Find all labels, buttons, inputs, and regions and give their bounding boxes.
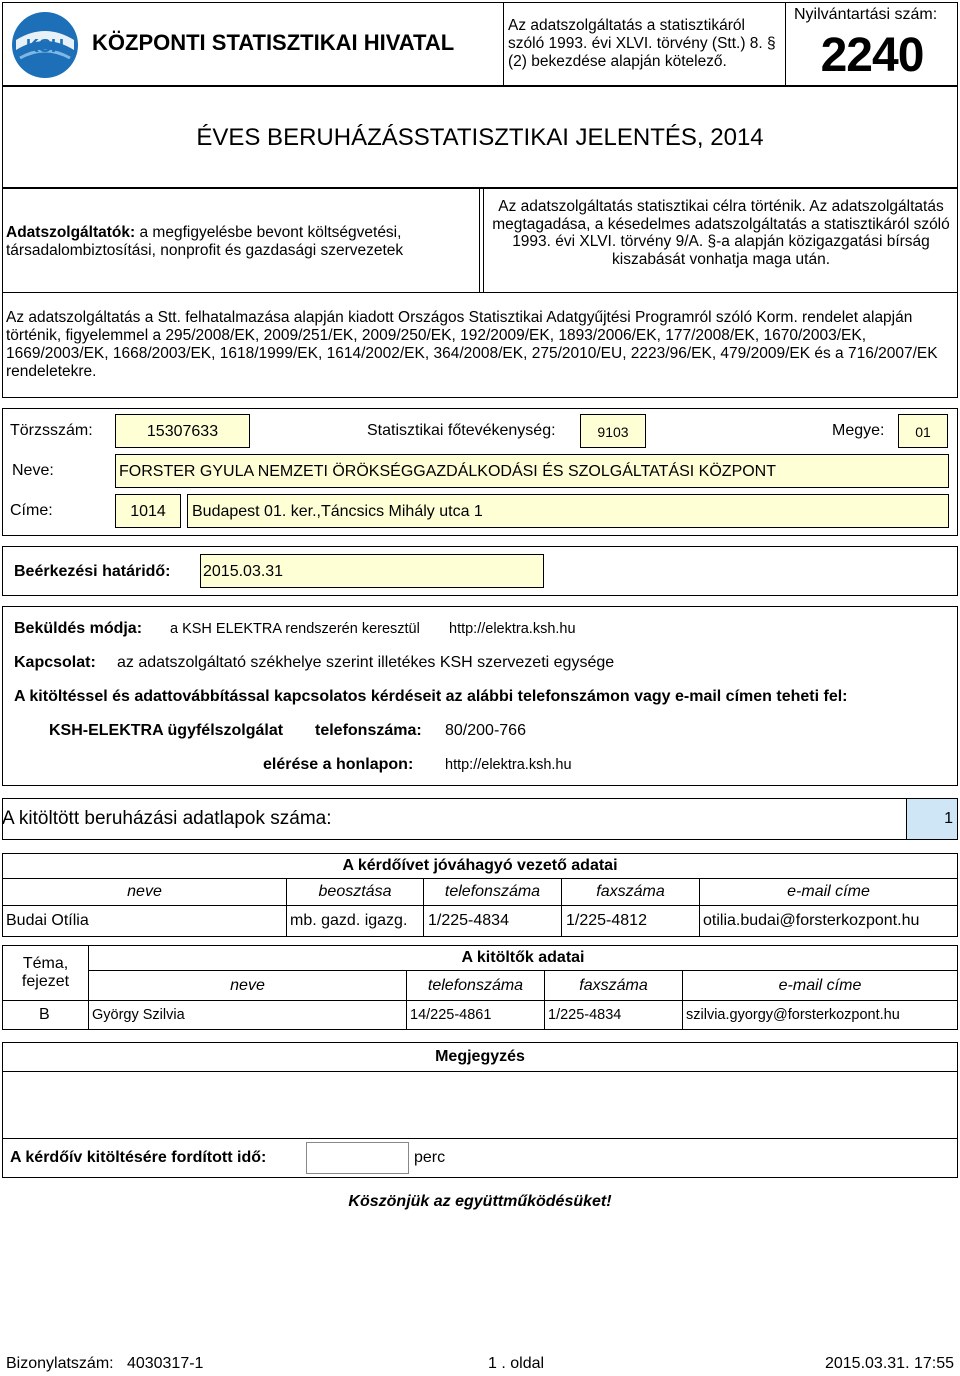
fillers-header-name: neve <box>88 970 407 1001</box>
filler-topic: B <box>2 1000 89 1030</box>
approver-header-phone: telefonszáma <box>423 878 562 906</box>
phone-label: telefonszáma: <box>315 722 422 739</box>
header-divider-1 <box>503 2 504 86</box>
address-value: Budapest 01. ker.,Táncsics Mihály utca 1 <box>192 503 483 520</box>
approver-heading: A kérdőívet jóváhagyó vezető adatai <box>2 853 958 879</box>
deadline-field[interactable] <box>200 554 544 588</box>
web-label: elérése a honlapon: <box>263 756 414 773</box>
approver-name: Budai Otília <box>2 905 287 937</box>
activity-label: Statisztikai főtevékenység: <box>367 422 556 439</box>
legal-paragraph: Az adatszolgáltatás a Stt. felhatalmazása alapján kiadott Országos Statisztikai Adatgyűjtési Programról szóló Korm. rendelet alapján történik, figyelemmel a 295/2008/EK, 2009/251/EK, 2009/250/EK, 192/2009/EK, 1893/2006/EK, 177/2008/EK, 1670/2003/EK, 1669/2003/EK, 1668/2003/EK, 1618/1999/EK, 1614/2002/EK, 364/2008/EK, 275/2010/EU, 2223/96/EK, 479/2009/EK és a 716/2007/EK rendeletekre. <box>6 309 938 380</box>
ksh-logo <box>10 10 80 80</box>
contact-label: Kapcsolat: <box>14 654 96 671</box>
providers-description: a megfigyelésbe bevont költségvetési, társadalombiztosítási, nonprofit és gazdasági szervezetek <box>6 224 404 259</box>
torzsszam-value: 15307633 <box>146 423 219 440</box>
filler-phone: 14/225-4861 <box>406 1000 545 1030</box>
county-value: 01 <box>915 424 931 440</box>
activity-field[interactable] <box>580 414 646 448</box>
name-field[interactable] <box>115 454 949 488</box>
registry-label: Nyilvántartási szám: <box>794 6 938 23</box>
page-title: ÉVES BERUHÁZÁSSTATISZTIKAI JELENTÉS, 2014 <box>196 124 764 151</box>
sheets-label: A kitöltött beruházási adatlapok száma: <box>2 808 332 829</box>
approver-header-position: beosztása <box>286 878 424 906</box>
zip-field[interactable] <box>115 494 181 528</box>
providers-text <box>6 224 476 260</box>
logo-text: KSH <box>25 36 65 56</box>
method-label: Beküldés módja: <box>14 620 143 637</box>
providers-notice: Az adatszolgáltatás statisztikai célra történik. Az adatszolgáltatás megtagadása, a késedelmes adatszolgáltatás a statisztikáról szóló 1993. évi XLVI. törvény 9/A. §-a alapján közigazgatási bírság kiszabását vonhatja maga után. <box>492 198 950 268</box>
torzsszam-label: Törzsszám: <box>10 422 93 439</box>
approver-header-name: neve <box>2 878 287 906</box>
registry-number: 2240 <box>820 29 924 82</box>
approver-position: mb. gazd. igazg. <box>286 905 424 937</box>
fillers-header-phone: telefonszáma <box>406 970 545 1001</box>
sheets-field[interactable] <box>906 799 957 839</box>
topic-label: Téma, fejezet <box>2 945 89 1001</box>
providers-divider <box>479 188 484 292</box>
method-url[interactable]: http://elektra.ksh.hu <box>449 621 576 637</box>
footer-datetime: 2015.03.31. 17:55 <box>824 1355 954 1372</box>
providers-bottom-line <box>2 292 958 293</box>
notes-heading: Megjegyzés <box>2 1042 958 1072</box>
deadline-label: Beérkezési határidő: <box>14 563 171 580</box>
fillers-heading: A kitöltők adatai <box>88 945 958 971</box>
helpdesk-label: KSH-ELEKTRA ügyfélszolgálat <box>49 722 284 739</box>
fillers-header-email: e-mail címe <box>682 970 958 1001</box>
approver-header-fax: faxszáma <box>561 878 700 906</box>
county-label: Megye: <box>832 422 885 439</box>
approver-fax: 1/225-4812 <box>561 905 700 937</box>
sheets-value: 1 <box>944 810 953 827</box>
footer-cert-label: Bizonylatszám: <box>6 1355 114 1372</box>
address-field[interactable] <box>187 494 949 528</box>
name-value: FORSTER GYULA NEMZETI ÖRÖKSÉGGAZDÁLKODÁSI ÉS SZOLGÁLTATÁSI KÖZPONT <box>119 463 777 480</box>
filler-name: György Szilvia <box>88 1000 407 1030</box>
approver-email: otilia.budai@forsterkozpont.hu <box>699 905 958 937</box>
filler-email: szilvia.gyorgy@forsterkozpont.hu <box>682 1000 958 1030</box>
address-label: Címe: <box>10 502 53 519</box>
fillers-header-fax: faxszáma <box>544 970 683 1001</box>
notes-area[interactable] <box>2 1071 958 1139</box>
approver-header-email: e-mail címe <box>699 878 958 906</box>
header-divider-2 <box>785 2 786 86</box>
thanks-text: Köszönjük az együttműködésüket! <box>348 1193 612 1210</box>
helpdesk-phone: 80/200-766 <box>445 722 526 739</box>
footer-cert <box>6 1355 203 1373</box>
time-label: A kérdőív kitöltésére fordított idő: <box>10 1149 267 1166</box>
contact-text: az adatszolgáltató székhelye szerint illetékes KSH szervezeti egysége <box>117 654 615 671</box>
county-field[interactable] <box>898 414 948 448</box>
footer-page: 1 . oldal <box>488 1355 545 1372</box>
time-input[interactable] <box>306 1142 409 1174</box>
footer-cert-number: 4030317-1 <box>126 1355 204 1372</box>
method-text: a KSH ELEKTRA rendszerén keresztül <box>170 621 420 637</box>
deadline-value: 2015.03.31 <box>203 563 284 580</box>
providers-label: Adatszolgáltatók: <box>6 224 136 241</box>
legal-note: Az adatszolgáltatás a statisztikáról szóló 1993. évi XLVI. törvény (Stt.) 8. § (2) bekezdése alapján kötelező. <box>508 17 776 70</box>
zip-value: 1014 <box>130 503 166 520</box>
approver-phone: 1/225-4834 <box>423 905 562 937</box>
office-name: KÖZPONTI STATISZTIKAI HIVATAL <box>92 30 455 55</box>
questions-text: A kitöltéssel és adattovábbítással kapcsolatos kérdéseit az alábbi telefonszámon vagy e-mail címen teheti fel: <box>14 688 848 705</box>
web-url[interactable]: http://elektra.ksh.hu <box>445 757 572 773</box>
time-unit: perc <box>414 1149 446 1166</box>
activity-value: 9103 <box>597 424 629 440</box>
torzsszam-field[interactable] <box>115 414 250 448</box>
filler-fax: 1/225-4834 <box>544 1000 683 1030</box>
name-label: Neve: <box>12 462 54 479</box>
